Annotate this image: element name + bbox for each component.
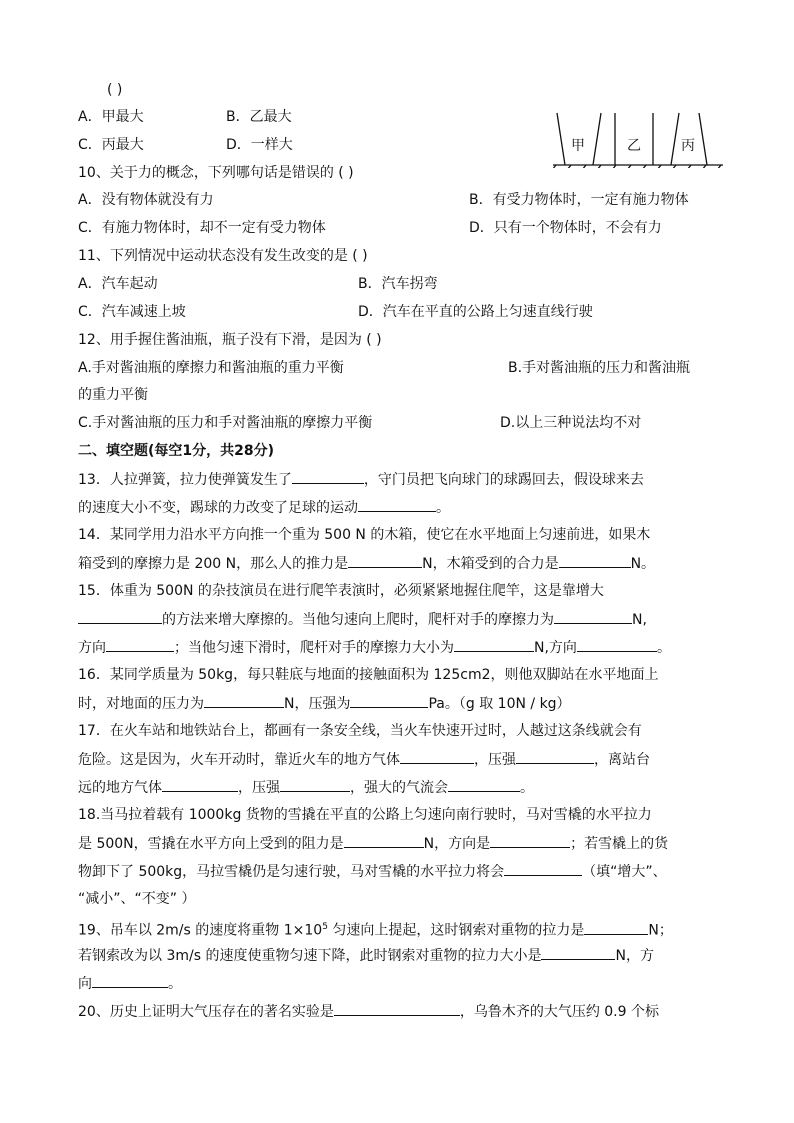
q18-line2	[78, 833, 668, 854]
q18-text: N，方向是	[423, 836, 491, 852]
q19-blank-2[interactable]	[541, 945, 615, 960]
q15-line2	[78, 609, 647, 630]
q13-blank-1[interactable]	[292, 469, 364, 484]
label-yi: 乙	[627, 138, 641, 154]
q19-text: 若钢索改为以 3m/s 的速度使重物匀速下降，此时钢索对重物的拉力大小是	[78, 948, 542, 964]
q15-line1: 15．体重为 500N 的杂技演员在进行爬竿表演时，必须紧紧地握住爬竿，这是靠增大	[78, 583, 604, 599]
q18-text: （填“增大”、	[582, 864, 667, 880]
q9-option-c: C．丙最大	[78, 137, 144, 153]
q15-text: 。	[656, 640, 671, 656]
q19-line3	[78, 973, 182, 994]
q18-text: ；若雪橇上的货	[570, 836, 669, 852]
q12-stem: 12、用手握住酱油瓶，瓶子没有下滑，是因为 ( )	[78, 332, 382, 348]
container-bing-right-wall	[699, 113, 707, 165]
q20-line1	[78, 1001, 659, 1022]
q15-blank-4[interactable]	[454, 637, 534, 652]
q9-answer-paren: ( )	[107, 82, 123, 98]
q15-text: 的方法来增大摩擦的。当他匀速向上爬时，爬杆对手的摩擦力为	[162, 612, 554, 628]
q17-text: 危险。这是因为，火车开动时，靠近火车的地方气体	[78, 752, 400, 768]
q17-blank-4[interactable]	[280, 777, 350, 792]
q10-option-d: D．只有一个物体时，不会有力	[469, 220, 662, 236]
q13-line2	[78, 497, 450, 518]
q16-line2	[78, 693, 571, 714]
q17-line2	[78, 749, 650, 770]
q11-option-d: D．汽车在平直的公路上匀速直线行驶	[358, 304, 593, 320]
q13-blank-2[interactable]	[358, 497, 436, 512]
q18-text: 是 500N，雪撬在水平方向上受到的阻力是	[78, 836, 344, 852]
q15-text: N,	[632, 612, 647, 628]
q12-option-c: C.手对酱油瓶的压力和手对酱油瓶的摩擦力平衡	[78, 415, 373, 431]
q16-text: 时，对地面的压力为	[78, 696, 204, 712]
q19-text: N；	[648, 922, 673, 939]
q15-text: N,方向	[534, 640, 577, 656]
label-bing: 丙	[681, 138, 695, 154]
q13-text: 的速度大小不变，踢球的力改变了足球的运动	[78, 500, 358, 516]
q10-stem: 10、关于力的概念，下列哪句话是错误的 ( )	[78, 165, 354, 181]
q17-text: 。	[520, 780, 534, 796]
q17-text: ，强大的气流会	[350, 780, 448, 796]
q10-option-a: A．没有物体就没有力	[78, 192, 214, 208]
q12-option-d: D.以上三种说法均不对	[500, 415, 642, 431]
q17-blank-2[interactable]	[516, 749, 594, 764]
q11-option-a: A．汽车起动	[78, 276, 158, 292]
q19-text: N，方	[615, 948, 654, 964]
q19-text: 匀速向上提起，这时钢索对重物的拉力是	[327, 922, 585, 939]
q16-blank-1[interactable]	[204, 693, 284, 708]
q17-line3	[78, 777, 534, 798]
q20-blank-1[interactable]	[334, 1001, 460, 1016]
q14-text: N，木箱受到的合力是	[422, 556, 559, 572]
q19-blank-1[interactable]	[584, 920, 648, 935]
q17-text: 远的地方气体	[78, 780, 162, 796]
q19-exponent: 5	[322, 922, 328, 932]
q13-line1	[78, 469, 644, 490]
container-figure	[553, 108, 723, 168]
q16-text: Pa。（g 取 10N / kg）	[428, 696, 571, 712]
q15-text: ；当他匀速下滑时，爬杆对手的摩擦力大小为	[174, 640, 454, 656]
q16-blank-2[interactable]	[350, 693, 428, 708]
q18-line4: “减小”、“不变” ）	[78, 891, 196, 907]
q20-text: ，乌鲁木齐的大气压约 0.9 个标	[459, 1004, 659, 1020]
q18-blank-3[interactable]	[504, 861, 582, 876]
q16-text: N，压强为	[284, 696, 351, 712]
q19-line2	[78, 945, 654, 966]
q15-text: 方向	[78, 640, 106, 656]
q9-option-b: B．乙最大	[226, 109, 292, 125]
q17-blank-1[interactable]	[400, 749, 474, 764]
q13-text: 13．人拉弹簧，拉力使弹簧发生了	[78, 472, 292, 488]
q14-blank-2[interactable]	[559, 553, 631, 568]
q19-text: 19、吊车以 2m/s 的速度将重物 1×10	[78, 922, 323, 939]
q11-option-b: B．汽车拐弯	[358, 276, 438, 292]
container-jia-left-wall	[557, 113, 565, 165]
q14-text: N。	[630, 556, 656, 572]
q17-text: ，离站台	[594, 752, 650, 768]
q10-option-b: B．有受力物体时，一定有施力物体	[469, 192, 689, 208]
q14-line1: 14．某同学用力沿水平方向推一个重为 500 N 的木箱，使它在水平地面上匀速前进，如果木	[78, 527, 651, 543]
q14-line2	[78, 553, 655, 574]
q15-line3	[78, 637, 671, 658]
q13-text: ，守门员把飞向球门的球踢回去，假设球来去	[363, 472, 644, 488]
container-bing-left-wall	[671, 113, 679, 165]
q13-text: 。	[436, 500, 450, 516]
q9-option-a: A．甲最大	[78, 109, 144, 125]
q15-blank-3[interactable]	[106, 637, 174, 652]
q19-blank-3[interactable]	[92, 973, 168, 988]
q15-blank-2[interactable]	[554, 609, 632, 624]
q18-text: 物卸下了 500kg，马拉雪橇仍是匀速行驶，马对雪橇的水平拉力将会	[78, 864, 505, 880]
container-jia-right-wall	[593, 113, 601, 165]
q14-text: 箱受到的摩擦力是 200 N，那么人的推力是	[78, 556, 349, 572]
q16-line1: 16．某同学质量为 50kg，每只鞋底与地面的接触面积为 125cm2，则他双脚站在水平地面上	[78, 667, 659, 683]
q17-text: ，压强	[238, 780, 280, 796]
q17-blank-3[interactable]	[162, 777, 238, 792]
q18-blank-1[interactable]	[344, 833, 424, 848]
q11-stem: 11、下列情况中运动状态没有发生改变的是 ( )	[78, 248, 368, 264]
q17-blank-5[interactable]	[448, 777, 520, 792]
section-title-fill-in: 二、填空题(每空1分，共28分)	[78, 443, 275, 459]
q18-line1: 18.当马拉着载有 1000kg 货物的雪撬在平直的公路上匀速向南行驶时，马对雪橇的水平拉力	[78, 807, 652, 823]
q14-blank-1[interactable]	[348, 553, 422, 568]
q15-blank-1[interactable]	[78, 609, 162, 624]
q17-text: ，压强	[474, 752, 516, 768]
q19-text: 向	[78, 976, 92, 992]
label-jia: 甲	[571, 138, 585, 154]
q19-text: 。	[168, 976, 182, 992]
q17-line1: 17．在火车站和地铁站台上，都画有一条安全线，当火车快速开过时，人越过这条线就会有	[78, 723, 642, 739]
q15-blank-5[interactable]	[577, 637, 657, 652]
q9-option-d: D．一样大	[226, 137, 293, 153]
q11-option-c: C．汽车减速上坡	[78, 304, 186, 320]
q12-option-b: B.手对酱油瓶的压力和酱油瓶	[508, 360, 691, 376]
q12-option-b-cont: 的重力平衡	[78, 387, 148, 403]
q18-blank-2[interactable]	[490, 833, 570, 848]
q18-line3	[78, 861, 667, 882]
q12-option-a: A.手对酱油瓶的摩擦力和酱油瓶的重力平衡	[78, 360, 344, 376]
q20-text: 20、历史上证明大气压存在的著名实验是	[78, 1004, 334, 1020]
q19-line1	[78, 917, 673, 941]
q10-option-c: C．有施力物体时，却不一定有受力物体	[78, 220, 326, 236]
